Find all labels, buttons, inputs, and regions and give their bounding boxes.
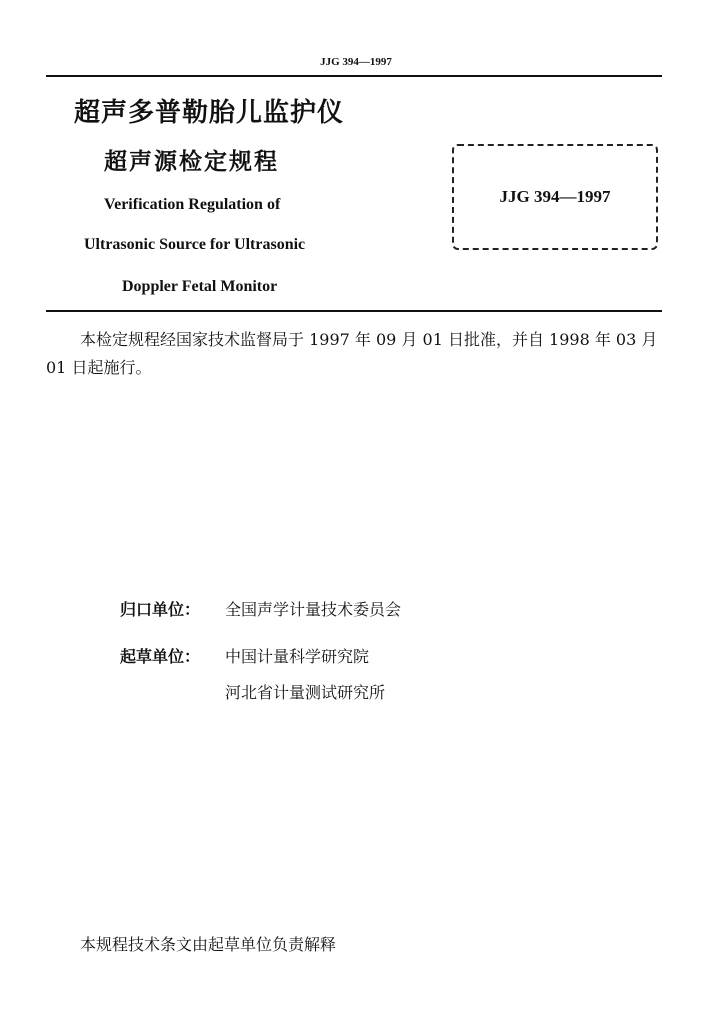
header-standard-code: JJG 394—1997 bbox=[320, 56, 392, 68]
drafting-unit-value-1: 中国计量科学研究院 bbox=[225, 647, 370, 666]
responsible-unit-label: 归口单位： bbox=[120, 600, 201, 619]
standard-code-box bbox=[452, 144, 658, 250]
standard-code-box-text: JJG 394—1997 bbox=[499, 187, 611, 206]
title-english-line-2: Ultrasonic Source for Ultrasonic bbox=[84, 236, 306, 253]
top-rule bbox=[46, 75, 662, 77]
title-chinese-line-2: 超声源检定规程 bbox=[104, 149, 279, 175]
responsible-unit-value: 全国声学计量技术委员会 bbox=[225, 600, 402, 619]
interpretation-note: 本规程技术条文由起草单位负责解释 bbox=[80, 935, 337, 954]
title-chinese-line-1: 超声多普勒胎儿监护仪 bbox=[74, 98, 345, 128]
drafting-unit-value-2: 河北省计量测试研究所 bbox=[225, 683, 386, 702]
title-english-line-3: Doppler Fetal Monitor bbox=[122, 278, 278, 295]
approval-statement: 本检定规程经国家技术监督局于 1997 年 09 月 01 日批准，并自 1998 年 03 月 01 日起施行。 bbox=[46, 330, 658, 377]
title-english-line-1: Verification Regulation of bbox=[104, 196, 281, 213]
drafting-unit-label: 起草单位： bbox=[120, 647, 201, 666]
middle-rule bbox=[46, 310, 662, 312]
